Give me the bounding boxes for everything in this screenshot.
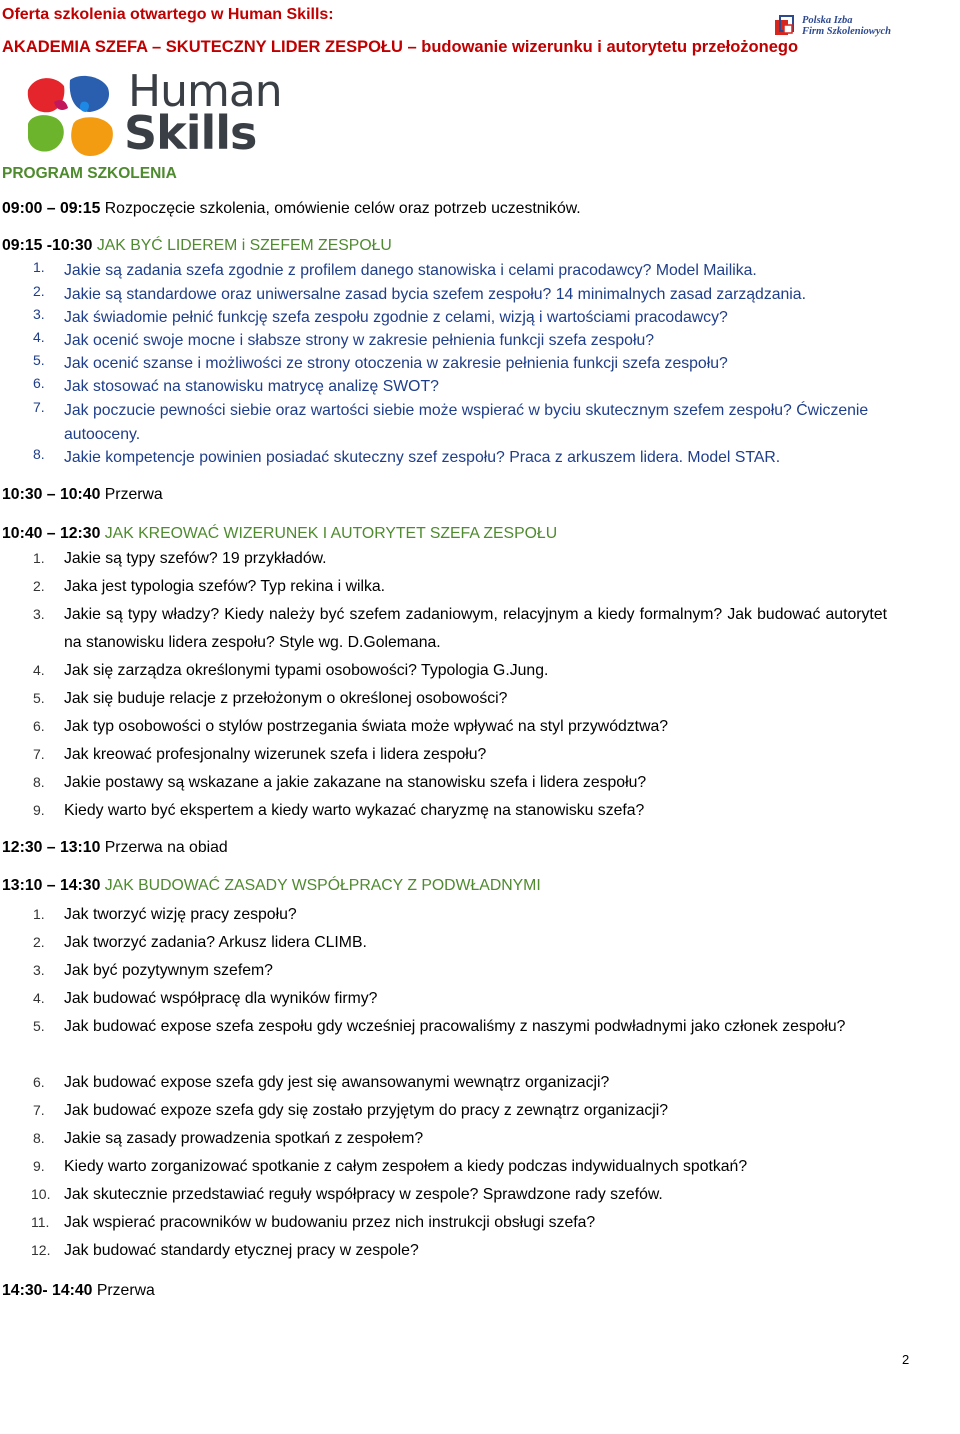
- break3-row: [2, 1282, 155, 1300]
- section1-time: 09:15 -10:30: [2, 237, 93, 254]
- human-skills-logo: [24, 66, 282, 162]
- list-item-text: Jak ocenić szanse i możliwości ze strony otoczenia w zakresie pełnienia funkcji szefa zespołu?: [64, 355, 728, 372]
- list-item-text: Jak budować expose szefa zespołu gdy wcześniej pracowaliśmy z naszymi podwładnymi jako członek zespołu?: [64, 1018, 846, 1035]
- list-item-text: Jakie są typy szefów? 19 przykładów.: [64, 550, 327, 567]
- break1-row: [2, 486, 163, 504]
- logo-word-human: Human: [128, 66, 282, 117]
- break1-text: Przerwa: [104, 486, 163, 503]
- break3-text: Przerwa: [96, 1282, 155, 1299]
- list-item-text: Jakie kompetencje powinien posiadać skuteczny szef zespołu? Praca z arkuszem lidera. Model STAR.: [64, 449, 781, 466]
- list-item-text: Jak się buduje relacje z przełożonym o określonej osobowości?: [64, 690, 508, 707]
- break1-time: 10:30 – 10:40: [2, 486, 101, 503]
- list-item-text: Jaka jest typologia szefów? Typ rekina i wilka.: [64, 578, 386, 595]
- list-item-text: Jak budować standardy etycznej pracy w zespole?: [64, 1242, 419, 1259]
- list-item-text: Jak kreować profesjonalny wizerunek szefa i lidera zespołu?: [64, 746, 487, 763]
- pizf-line2: Firm Szkoleniowych: [802, 26, 891, 37]
- list-item-text: Jak się zarządza określonymi typami osobowości? Typologia G.Jung.: [64, 662, 549, 679]
- opening-time: 09:00 – 09:15: [2, 200, 101, 217]
- pizf-mark-icon: [774, 14, 798, 38]
- list-item-text: Jak stosować na stanowisku matrycę analizę SWOT?: [64, 378, 439, 395]
- list-item-text: Jak ocenić swoje mocne i słabsze strony w zakresie pełnienia funkcji szefa zespołu?: [64, 332, 655, 349]
- list-item-text: Jak poczucie pewności siebie oraz wartości siebie może wspierać w byciu skutecznym szefem zespołu? Ćwiczenie autooceny.: [64, 402, 869, 443]
- program-title: PROGRAM SZKOLENIA: [2, 165, 177, 182]
- list-item-text: Jakie postawy są wskazane a jakie zakazane na stanowisku szefa i lidera zespołu?: [64, 774, 647, 791]
- puzzle-mark-icon: [24, 72, 116, 160]
- section1-heading: [2, 237, 392, 255]
- list-item-text: Jak typ osobowości o stylów postrzegania świata może wpływać na styl przywództwa?: [64, 718, 669, 735]
- pizf-line1: Polska Izba: [802, 15, 853, 26]
- course-title: AKADEMIA SZEFA – SKUTECZNY LIDER ZESPOŁU – budowanie wizerunku i autorytetu przełożonego: [2, 38, 799, 56]
- header-title: Oferta szkolenia otwartego w Human Skills:: [2, 6, 334, 23]
- list-item-text: Jakie są typy władzy? Kiedy należy być szefem zadaniowym, relacyjnym a kiedy formalnym? Jak budować autorytet na stanowisku lidera zespołu? Style wg. D.Golemana.: [64, 606, 887, 651]
- list-item-text: Jak tworzyć wizję pracy zespołu?: [64, 906, 297, 923]
- pizf-logo: [774, 12, 892, 42]
- break2-row: [2, 839, 228, 857]
- list-item-text: Jak skutecznie przedstawiać reguły współpracy w zespole? Sprawdzone rady szefów.: [64, 1186, 663, 1203]
- list-item-text: Jak budować współpracę dla wyników firmy?: [64, 990, 378, 1007]
- list-item-text: Jak być pozytywnym szefem?: [64, 962, 273, 979]
- section3-time: 13:10 – 14:30: [2, 877, 101, 894]
- opening-row: [2, 200, 581, 218]
- section2-time: 10:40 – 12:30: [2, 525, 101, 542]
- break2-text: Przerwa na obiad: [104, 839, 228, 856]
- list-item-text: Jakie są zadania szefa zgodnie z profilem danego stanowiska i celami pracodawcy? Model Mailika.: [64, 262, 757, 279]
- break2-time: 12:30 – 13:10: [2, 839, 101, 856]
- list-item-text: Kiedy warto zorganizować spotkanie z całym zespołem a kiedy podczas indywidualnych spotkań?: [64, 1158, 748, 1175]
- opening-text: Rozpoczęcie szkolenia, omówienie celów oraz potrzeb uczestników.: [104, 200, 581, 217]
- page-number: 2: [902, 1352, 910, 1367]
- list-item-text: Jak budować expose szefa gdy jest się awansowanymi wewnątrz organizacji?: [64, 1074, 610, 1091]
- section2-heading: [2, 525, 557, 543]
- section2-title: JAK KREOWAĆ WIZERUNEK I AUTORYTET SZEFA ZESPOŁU: [104, 525, 558, 542]
- list-item-text: Kiedy warto być ekspertem a kiedy warto wykazać charyzmę na stanowisku szefa?: [64, 802, 645, 819]
- logo-word-skills: Skills: [124, 106, 257, 160]
- list-item-text: Jak wspierać pracowników w budowaniu przez nich instrukcji obsługi szefa?: [64, 1214, 596, 1231]
- list-item-text: Jak budować expoze szefa gdy się zostało przyjętym do pracy z zewnątrz organizacji?: [64, 1102, 669, 1119]
- break3-time: 14:30- 14:40: [2, 1282, 93, 1299]
- list-item-text: Jak tworzyć zadania? Arkusz lidera CLIMB.: [64, 934, 367, 951]
- section3-title: JAK BUDOWAĆ ZASADY WSPÓŁPRACY Z PODWŁADNYMI: [104, 877, 541, 894]
- section3-heading: [2, 877, 541, 895]
- list-item-text: Jakie są standardowe oraz uniwersalne zasad bycia szefem zespołu? 14 minimalnych zasad zarządzania.: [64, 286, 806, 303]
- list-item-text: Jakie są zasady prowadzenia spotkań z zespołem?: [64, 1130, 424, 1147]
- pizf-name: [802, 15, 891, 37]
- list-item-text: Jak świadomie pełnić funkcję szefa zespołu zgodnie z celami, wizją i wartościami pracodawcy?: [64, 309, 728, 326]
- section1-title: JAK BYĆ LIDEREM i SZEFEM ZESPOŁU: [96, 237, 392, 254]
